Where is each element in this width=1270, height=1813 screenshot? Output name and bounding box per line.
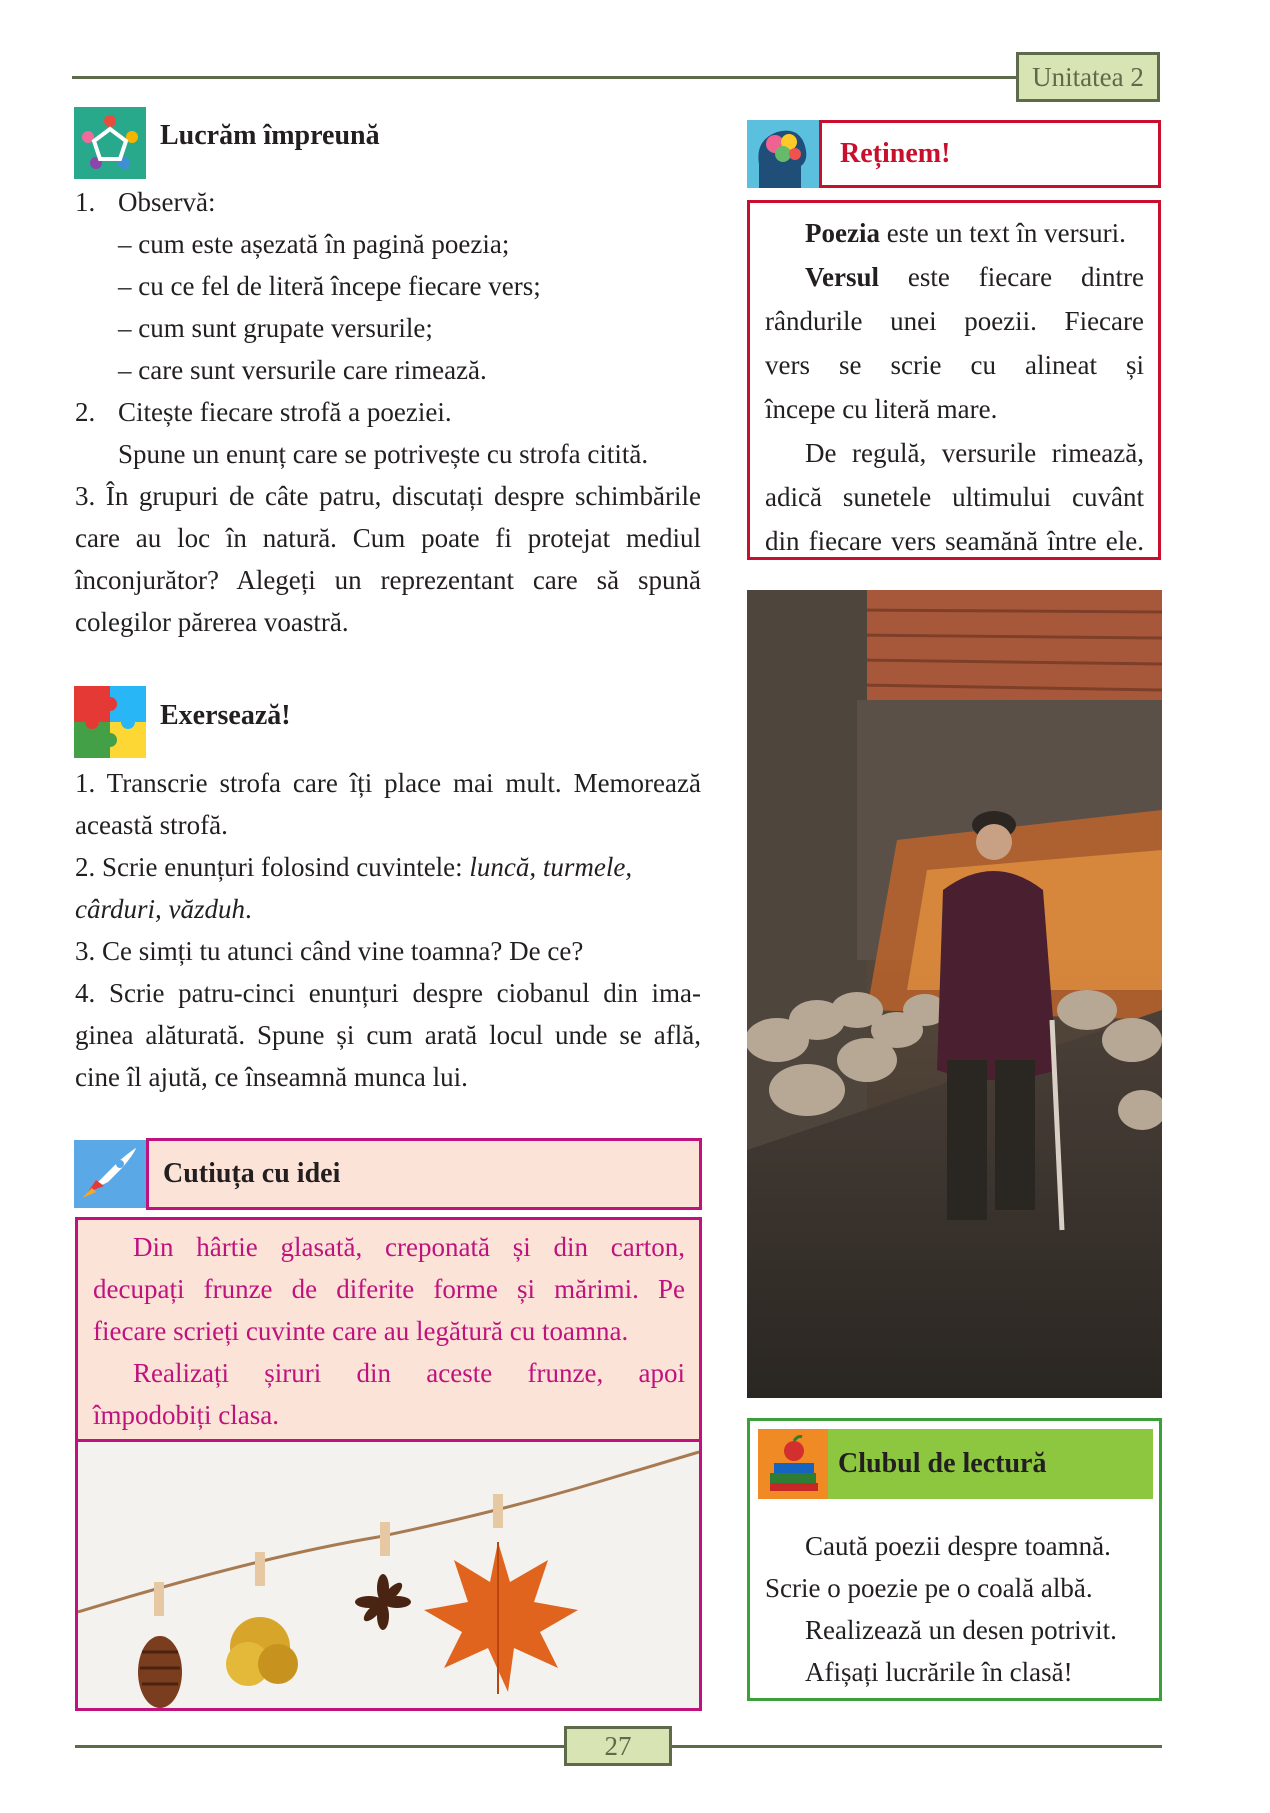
exercise-text: .: [245, 894, 252, 924]
cutiuta-line: Realizați șiruri din aceste frunze, apoi: [133, 1358, 685, 1388]
retinem-text: este fiecare dintre: [879, 262, 1144, 292]
footer-rule-right: [672, 1745, 1162, 1748]
clubul-title: Clubul de lectură: [838, 1448, 1047, 1479]
retinem-text: este un text în versuri.: [879, 218, 1126, 248]
exercise-line: cine îl ajută, ce înseamnă munca lui.: [75, 1062, 468, 1092]
unit-label: Unitatea 2: [1016, 52, 1160, 102]
lucram-item: [75, 349, 701, 391]
item-text: Citește fiecare strofă a poeziei.: [118, 397, 452, 427]
clubul-line: Caută poezii despre toamnă.: [805, 1531, 1111, 1561]
cutiuta-box: [75, 1217, 702, 1711]
page-number: [564, 1726, 672, 1766]
exercise-line: ginea alăturată. Spune și cum arată locul unde se află,: [75, 1020, 701, 1050]
lucram-item: [75, 433, 701, 475]
retinem-line: [765, 255, 1144, 299]
item-number: 1.: [75, 187, 96, 217]
lucram-item: [75, 223, 701, 265]
cutiuta-line: împodobiți clasa.: [93, 1400, 279, 1430]
retinem-line: adică sunetele ultimului cuvânt: [765, 482, 1144, 512]
term-versul: Versul: [805, 262, 880, 292]
item-number: 2.: [75, 397, 96, 427]
rocket-icon: [74, 1140, 146, 1208]
lucram-item: [75, 307, 701, 349]
clubul-header: [758, 1429, 1153, 1499]
cutiuta-text-area: [78, 1220, 699, 1442]
retinem-line: vers se scrie cu alineat și: [765, 350, 1144, 380]
lucram-item3-line: înconjurător? Alegeți un reprezentant care să spună: [75, 565, 701, 595]
clubul-box: [747, 1418, 1162, 1701]
exercise-line: 4. Scrie patru-cinci enunțuri despre ciobanul din ima-: [75, 978, 701, 1008]
exercise-keywords: luncă, turmele,: [469, 852, 633, 882]
lucram-item3-line: care au loc în natură. Cum poate fi protejat mediul: [75, 523, 701, 553]
exercise-line: 1. Transcrie strofa care îți place mai mult. Memorează: [75, 768, 701, 798]
lucram-item3-line: 3. În grupuri de câte patru, discutați despre schimbările: [75, 481, 701, 511]
lucram-item: [75, 391, 701, 433]
exercise-line: [75, 846, 701, 888]
clubul-line: Realizează un desen potrivit.: [805, 1615, 1117, 1645]
item-text: – care sunt versurile care rimează.: [118, 355, 487, 385]
retinem-line: De regulă, versurile rimează,: [805, 438, 1144, 468]
lucram-item: [75, 265, 701, 307]
header-rule: [72, 76, 1018, 79]
item-text: Observă:: [118, 187, 216, 217]
clubul-line: Afișați lucrările în clasă!: [805, 1657, 1073, 1687]
exercise-line: această strofă.: [75, 810, 228, 840]
lucram-item: [75, 181, 701, 223]
page-number-text: 27: [604, 1730, 632, 1761]
exercise-line: [75, 888, 701, 930]
clubul-text: [765, 1525, 1145, 1693]
cutiuta-line: fiecare scrieți cuvinte care au legătură cu toamna.: [93, 1316, 629, 1346]
lucram-list: [75, 181, 701, 643]
clubul-line: Scrie o poezie pe o coală albă.: [765, 1573, 1093, 1603]
exerseaza-list: [75, 762, 701, 1098]
autumn-garland-image: [78, 1442, 699, 1708]
lucram-item3-line: colegilor părerea voastră.: [75, 607, 349, 637]
item-text: – cu ce fel de literă începe fiecare vers;: [118, 271, 541, 301]
cutiuta-header: [146, 1138, 702, 1210]
retinem-box: [747, 200, 1161, 560]
term-poezia: Poezia: [805, 218, 880, 248]
retinem-line: [765, 211, 1144, 255]
shepherd-photo: [747, 590, 1162, 1398]
exercise-text: 2. Scrie enunțuri folosind cuvintele:: [75, 852, 470, 882]
exercise-keywords: cârduri, văzduh: [75, 894, 245, 924]
item-text: – cum este așezată în pagină poezia;: [118, 229, 510, 259]
retinem-line: rândurile unei poezii. Fiecare: [765, 306, 1144, 336]
lucram-title: Lucrăm împreună: [160, 120, 380, 151]
teamwork-icon: [74, 107, 146, 179]
cutiuta-title: Cutiuța cu idei: [163, 1158, 341, 1189]
item-text: Spune un enunț care se potrivește cu strofa citită.: [118, 439, 649, 469]
cutiuta-line: Din hârtie glasată, creponată și din carton,: [133, 1232, 685, 1262]
brain-icon: [747, 120, 819, 188]
exerseaza-title: Exersează!: [160, 700, 291, 731]
item-text: – cum sunt grupate versurile;: [118, 313, 433, 343]
retinem-header: [819, 120, 1161, 188]
books-apple-icon: [758, 1429, 828, 1499]
retinem-line: începe cu literă mare.: [765, 394, 998, 424]
cutiuta-line: decupați frunze de diferite forme și mărimi. Pe: [93, 1274, 685, 1304]
puzzle-icon: [74, 686, 146, 758]
retinem-title: Reținem!: [840, 138, 951, 169]
footer-rule-left: [75, 1745, 564, 1748]
exercise-line: 3. Ce simți tu atunci când vine toamna? De ce?: [75, 936, 584, 966]
retinem-line: din fiecare vers seamănă între ele.: [765, 526, 1144, 556]
